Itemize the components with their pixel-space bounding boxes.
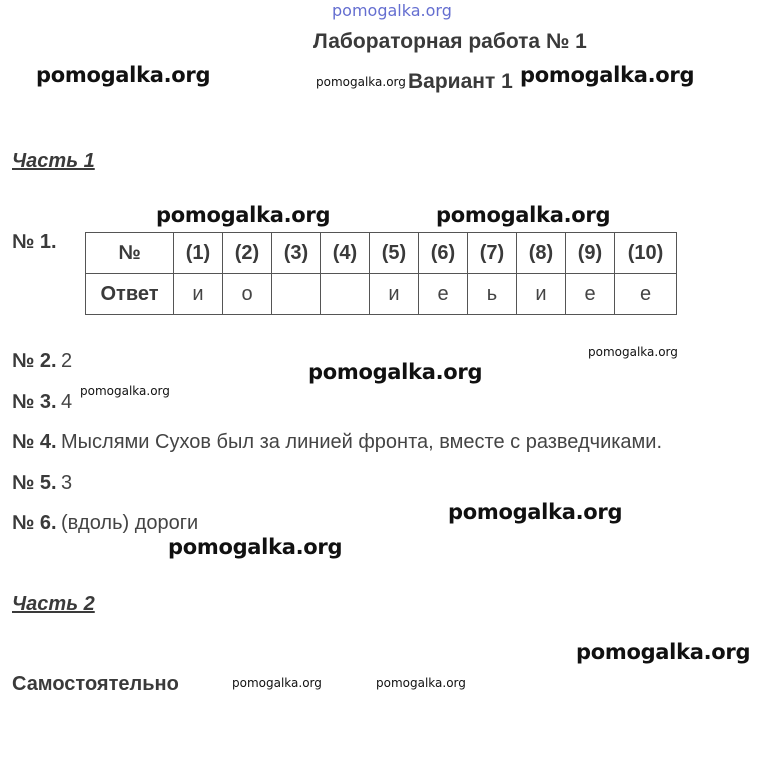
- question-1-number: № 1.: [12, 231, 57, 253]
- table-cell: и: [517, 274, 566, 315]
- question-answer: Мыслями Сухов был за линией фронта, вместе с разведчиками.: [60, 431, 663, 453]
- watermark-top: pomogalka.org: [332, 1, 452, 20]
- question-3: [12, 391, 72, 414]
- question-answer: 3: [60, 472, 73, 494]
- table-row: [86, 233, 677, 274]
- watermark: pomogalka.org: [316, 75, 406, 89]
- watermark: pomogalka.org: [168, 535, 343, 559]
- question-number: № 5.: [12, 472, 57, 494]
- watermark: pomogalka.org: [576, 640, 751, 664]
- table-cell: и: [370, 274, 419, 315]
- table-column-header: (6): [419, 233, 468, 274]
- watermark: pomogalka.org: [156, 203, 331, 227]
- question-2: [12, 350, 72, 373]
- question-number: № 4.: [12, 431, 57, 453]
- part2-heading: Часть 2: [12, 593, 95, 615]
- answer-table: [85, 232, 677, 315]
- table-header-cell: №: [86, 233, 174, 274]
- page-title: Лабораторная работа № 1: [313, 30, 587, 53]
- question-5: [12, 472, 72, 495]
- question-number: № 3.: [12, 391, 57, 413]
- table-cell: [272, 274, 321, 315]
- table-column-header: (2): [223, 233, 272, 274]
- question-answer: 2: [60, 350, 73, 372]
- question-number: № 6.: [12, 512, 57, 534]
- watermark: pomogalka.org: [232, 676, 322, 690]
- table-column-header: (10): [615, 233, 677, 274]
- table-cell: е: [615, 274, 677, 315]
- table-column-header: (4): [321, 233, 370, 274]
- table-column-header: (5): [370, 233, 419, 274]
- watermark: pomogalka.org: [436, 203, 611, 227]
- table-cell: о: [223, 274, 272, 315]
- table-column-header: (8): [517, 233, 566, 274]
- watermark: pomogalka.org: [520, 63, 695, 87]
- question-4: [12, 431, 662, 454]
- variant-label: Вариант 1: [408, 70, 513, 93]
- table-column-header: (7): [468, 233, 517, 274]
- table-column-header: (3): [272, 233, 321, 274]
- watermark: pomogalka.org: [80, 384, 170, 398]
- table-cell: е: [566, 274, 615, 315]
- part1-heading: Часть 1: [12, 150, 95, 172]
- question-number: № 2.: [12, 350, 57, 372]
- watermark: pomogalka.org: [448, 500, 623, 524]
- question-6: [12, 512, 198, 535]
- table-column-header: (9): [566, 233, 615, 274]
- table-header-cell: Ответ: [86, 274, 174, 315]
- watermark: pomogalka.org: [588, 345, 678, 359]
- watermark: pomogalka.org: [376, 676, 466, 690]
- table-cell: [321, 274, 370, 315]
- table-cell: е: [419, 274, 468, 315]
- watermark: pomogalka.org: [36, 63, 211, 87]
- table-cell: и: [174, 274, 223, 315]
- part2-text: Самостоятельно: [12, 673, 179, 695]
- table-cell: ь: [468, 274, 517, 315]
- question-answer: (вдоль) дороги: [60, 512, 199, 534]
- watermark: pomogalka.org: [308, 360, 483, 384]
- question-answer: 4: [60, 391, 73, 413]
- table-column-header: (1): [174, 233, 223, 274]
- table-row: [86, 274, 677, 315]
